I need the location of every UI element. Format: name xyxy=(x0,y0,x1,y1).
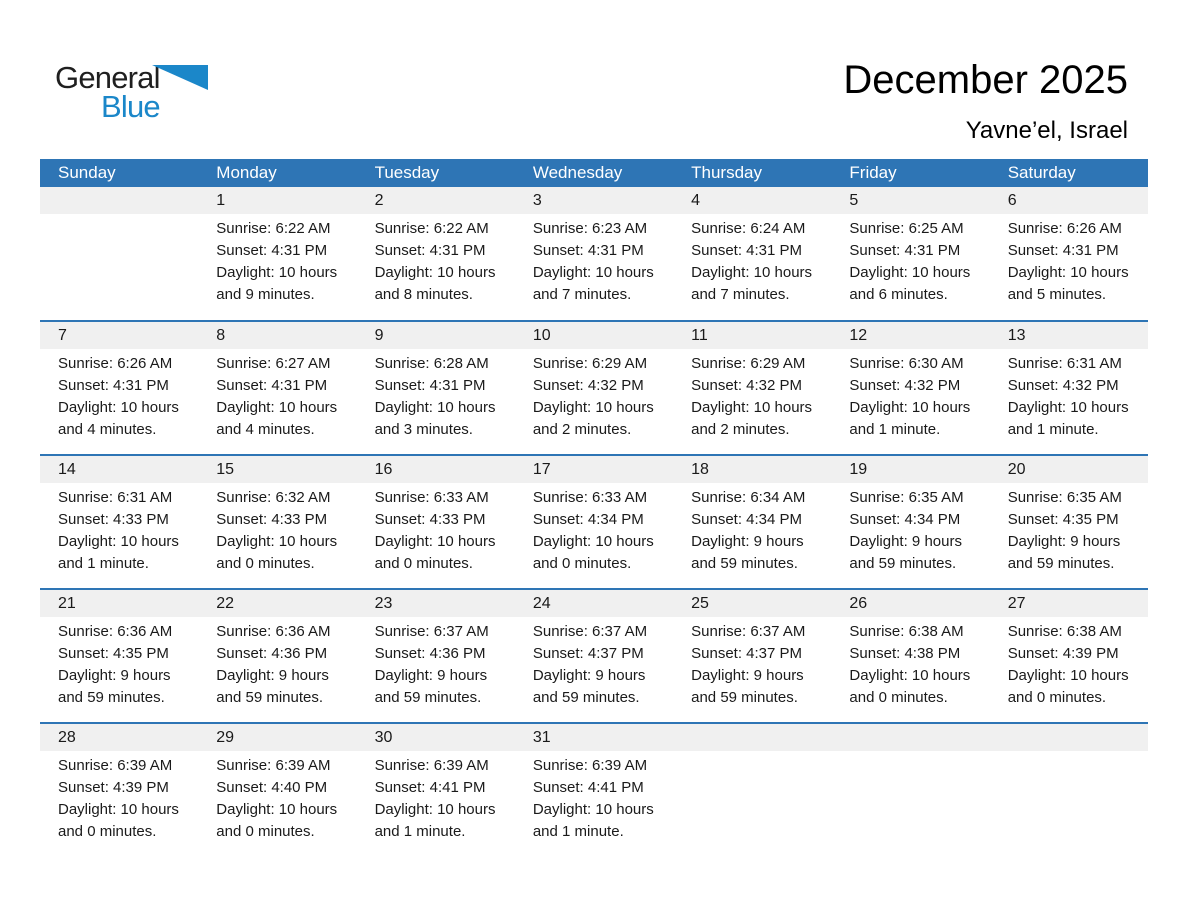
empty-day-cell xyxy=(673,724,831,856)
sunrise-text: Sunrise: 6:28 AM xyxy=(374,355,489,372)
day-number: 11 xyxy=(691,327,708,344)
day-cell xyxy=(673,456,831,588)
daylight-text: Daylight: 10 hours and 1 minute. xyxy=(849,399,971,438)
sunrise-text: Sunrise: 6:37 AM xyxy=(532,623,648,640)
sunset-text: Sunset: 4:31 PM xyxy=(1007,242,1119,259)
daylight-text: Daylight: 9 hours and 59 minutes. xyxy=(532,667,646,706)
weekday-label: Wednesday xyxy=(532,163,623,182)
sunset-text: Sunset: 4:33 PM xyxy=(58,511,169,528)
sunset-text: Sunset: 4:41 PM xyxy=(374,779,486,796)
day-cell xyxy=(40,322,198,454)
day-number: 26 xyxy=(849,595,868,612)
weekday-label: Thursday xyxy=(691,163,762,182)
day-cell xyxy=(515,724,673,856)
day-number: 23 xyxy=(374,595,393,612)
sunset-text: Sunset: 4:32 PM xyxy=(1007,377,1119,394)
day-number: 18 xyxy=(691,461,709,478)
daylight-text: Daylight: 10 hours and 1 minute. xyxy=(1007,399,1129,438)
day-number: 9 xyxy=(374,327,384,344)
weekday-header-row xyxy=(40,159,1148,187)
sunset-text: Sunset: 4:31 PM xyxy=(532,242,644,259)
sunset-text: Sunset: 4:34 PM xyxy=(532,511,644,528)
empty-day-cell xyxy=(40,187,198,320)
day-cell xyxy=(198,187,356,320)
day-number: 27 xyxy=(1007,595,1026,612)
day-cell xyxy=(198,456,356,588)
sunrise-text: Sunrise: 6:23 AM xyxy=(532,220,648,237)
day-cell xyxy=(515,456,673,588)
day-number: 31 xyxy=(532,729,551,746)
sunrise-text: Sunrise: 6:35 AM xyxy=(1007,489,1122,506)
day-cell xyxy=(673,322,831,454)
daylight-text: Daylight: 9 hours and 59 minutes. xyxy=(1007,533,1121,572)
day-cell xyxy=(357,724,515,856)
sunset-text: Sunset: 4:31 PM xyxy=(216,242,328,259)
week-row xyxy=(40,722,1148,856)
day-cell xyxy=(40,456,198,588)
weekday-label: Tuesday xyxy=(374,163,440,182)
sunrise-text: Sunrise: 6:37 AM xyxy=(691,623,806,640)
sunset-text: Sunset: 4:35 PM xyxy=(1007,511,1119,528)
day-cell xyxy=(40,724,198,856)
sunrise-text: Sunrise: 6:30 AM xyxy=(849,355,964,372)
calendar-body xyxy=(40,187,1148,856)
sunset-text: Sunset: 4:41 PM xyxy=(532,779,644,796)
sunset-text: Sunset: 4:31 PM xyxy=(849,242,961,259)
day-number: 3 xyxy=(532,192,542,209)
week-row xyxy=(40,454,1148,588)
day-number: 22 xyxy=(216,595,235,612)
day-cell xyxy=(831,456,989,588)
week-row xyxy=(40,588,1148,722)
sunrise-text: Sunrise: 6:39 AM xyxy=(216,757,331,774)
sunrise-text: Sunrise: 6:27 AM xyxy=(216,355,331,372)
day-cell xyxy=(515,187,673,320)
calendar-table xyxy=(40,159,1148,856)
sunrise-text: Sunrise: 6:32 AM xyxy=(216,489,331,506)
sunrise-text: Sunrise: 6:26 AM xyxy=(1007,220,1122,237)
day-number: 29 xyxy=(216,729,235,746)
sunrise-text: Sunrise: 6:22 AM xyxy=(374,220,489,237)
sunrise-text: Sunrise: 6:37 AM xyxy=(374,623,489,640)
day-number: 14 xyxy=(58,461,76,478)
sunset-text: Sunset: 4:31 PM xyxy=(374,242,486,259)
day-cell xyxy=(357,590,515,722)
day-number: 20 xyxy=(1007,461,1026,478)
weekday-label: Sunday xyxy=(58,163,116,182)
weekday-header-sunday xyxy=(40,159,198,187)
sunset-text: Sunset: 4:32 PM xyxy=(691,377,803,394)
day-number: 5 xyxy=(849,192,859,209)
sunrise-text: Sunrise: 6:39 AM xyxy=(374,757,489,774)
sunrise-text: Sunrise: 6:29 AM xyxy=(691,355,806,372)
daylight-text: Daylight: 10 hours and 1 minute. xyxy=(532,801,654,840)
day-cell xyxy=(990,322,1148,454)
weekday-header-tuesday xyxy=(357,159,515,187)
daylight-text: Daylight: 10 hours and 6 minutes. xyxy=(849,264,971,303)
daylight-text: Daylight: 9 hours and 59 minutes. xyxy=(691,533,804,572)
daylight-text: Daylight: 10 hours and 0 minutes. xyxy=(374,533,496,572)
week-row xyxy=(40,187,1148,320)
sunset-text: Sunset: 4:39 PM xyxy=(1007,645,1119,662)
sunrise-text: Sunrise: 6:39 AM xyxy=(58,757,173,774)
day-cell xyxy=(515,590,673,722)
weekday-label: Monday xyxy=(216,163,277,182)
day-cell xyxy=(831,590,989,722)
daylight-text: Daylight: 10 hours and 4 minutes. xyxy=(58,399,179,438)
sunset-text: Sunset: 4:31 PM xyxy=(691,242,803,259)
day-cell xyxy=(673,590,831,722)
page-title: December 2025 xyxy=(843,58,1128,102)
daylight-text: Daylight: 10 hours and 9 minutes. xyxy=(216,264,338,303)
day-cell xyxy=(357,456,515,588)
day-number: 2 xyxy=(374,192,384,209)
logo-text-blue: Blue xyxy=(101,89,160,124)
sunrise-text: Sunrise: 6:33 AM xyxy=(374,489,489,506)
weekday-header-saturday xyxy=(990,159,1148,187)
sunset-text: Sunset: 4:32 PM xyxy=(532,377,644,394)
blue-triangle-icon xyxy=(152,65,208,90)
sunrise-text: Sunrise: 6:38 AM xyxy=(849,623,964,640)
daylight-text: Daylight: 10 hours and 0 minutes. xyxy=(216,801,338,840)
logo-text-general: General xyxy=(55,60,160,95)
sunset-text: Sunset: 4:34 PM xyxy=(691,511,803,528)
daylight-text: Daylight: 10 hours and 4 minutes. xyxy=(216,399,338,438)
weekday-header-monday xyxy=(198,159,356,187)
daylight-text: Daylight: 10 hours and 0 minutes. xyxy=(532,533,654,572)
daylight-text: Daylight: 9 hours and 59 minutes. xyxy=(849,533,962,572)
day-number: 16 xyxy=(374,461,393,478)
day-cell xyxy=(198,590,356,722)
sunset-text: Sunset: 4:36 PM xyxy=(374,645,486,662)
daylight-text: Daylight: 10 hours and 0 minutes. xyxy=(216,533,338,572)
daylight-text: Daylight: 10 hours and 1 minute. xyxy=(58,533,179,572)
sunset-text: Sunset: 4:40 PM xyxy=(216,779,328,796)
sunrise-text: Sunrise: 6:31 AM xyxy=(58,489,173,506)
empty-day-cell xyxy=(831,724,989,856)
sunset-text: Sunset: 4:39 PM xyxy=(58,779,169,796)
sunrise-text: Sunrise: 6:35 AM xyxy=(849,489,964,506)
daylight-text: Daylight: 10 hours and 3 minutes. xyxy=(374,399,496,438)
sunrise-text: Sunrise: 6:25 AM xyxy=(849,220,964,237)
daylight-text: Daylight: 10 hours and 7 minutes. xyxy=(691,264,813,303)
daylight-text: Daylight: 9 hours and 59 minutes. xyxy=(691,667,804,706)
day-cell xyxy=(198,322,356,454)
day-cell xyxy=(198,724,356,856)
daylight-text: Daylight: 9 hours and 59 minutes. xyxy=(58,667,171,706)
day-number: 15 xyxy=(216,461,235,478)
day-cell xyxy=(515,322,673,454)
day-cell xyxy=(990,456,1148,588)
weekday-label: Friday xyxy=(849,163,897,182)
sunrise-text: Sunrise: 6:22 AM xyxy=(216,220,331,237)
day-number: 8 xyxy=(216,327,226,344)
daylight-text: Daylight: 10 hours and 0 minutes. xyxy=(1007,667,1129,706)
day-number: 21 xyxy=(58,595,76,612)
sunrise-text: Sunrise: 6:39 AM xyxy=(532,757,648,774)
day-number: 1 xyxy=(216,192,226,209)
day-number: 19 xyxy=(849,461,868,478)
daylight-text: Daylight: 10 hours and 1 minute. xyxy=(374,801,496,840)
daylight-text: Daylight: 10 hours and 0 minutes. xyxy=(849,667,971,706)
day-number: 6 xyxy=(1007,192,1017,209)
day-cell xyxy=(990,590,1148,722)
weekday-header-thursday xyxy=(673,159,831,187)
sunset-text: Sunset: 4:31 PM xyxy=(216,377,328,394)
daylight-text: Daylight: 10 hours and 2 minutes. xyxy=(532,399,654,438)
day-number: 10 xyxy=(532,327,551,344)
weekday-header-wednesday xyxy=(515,159,673,187)
sunset-text: Sunset: 4:31 PM xyxy=(58,377,169,394)
general-blue-logo xyxy=(55,60,225,130)
day-number: 28 xyxy=(58,729,76,746)
sunset-text: Sunset: 4:36 PM xyxy=(216,645,328,662)
day-number: 24 xyxy=(532,595,551,612)
sunset-text: Sunset: 4:35 PM xyxy=(58,645,169,662)
day-cell xyxy=(673,187,831,320)
sunset-text: Sunset: 4:34 PM xyxy=(849,511,961,528)
day-number: 13 xyxy=(1007,327,1026,344)
day-number: 17 xyxy=(532,461,551,478)
day-cell xyxy=(990,187,1148,320)
day-number: 12 xyxy=(849,327,868,344)
daylight-text: Daylight: 9 hours and 59 minutes. xyxy=(374,667,488,706)
week-row xyxy=(40,320,1148,454)
day-number: 4 xyxy=(691,192,701,209)
sunrise-text: Sunrise: 6:36 AM xyxy=(58,623,173,640)
sunset-text: Sunset: 4:32 PM xyxy=(849,377,961,394)
day-cell xyxy=(357,187,515,320)
day-cell xyxy=(831,187,989,320)
day-number: 7 xyxy=(58,327,67,344)
sunrise-text: Sunrise: 6:31 AM xyxy=(1007,355,1122,372)
sunrise-text: Sunrise: 6:29 AM xyxy=(532,355,648,372)
sunrise-text: Sunrise: 6:26 AM xyxy=(58,355,173,372)
day-cell xyxy=(40,590,198,722)
day-cell xyxy=(831,322,989,454)
daylight-text: Daylight: 10 hours and 5 minutes. xyxy=(1007,264,1129,303)
sunset-text: Sunset: 4:33 PM xyxy=(216,511,328,528)
sunset-text: Sunset: 4:37 PM xyxy=(532,645,644,662)
daylight-text: Daylight: 10 hours and 7 minutes. xyxy=(532,264,654,303)
weekday-header-friday xyxy=(831,159,989,187)
sunset-text: Sunset: 4:31 PM xyxy=(374,377,486,394)
daylight-text: Daylight: 10 hours and 8 minutes. xyxy=(374,264,496,303)
sunset-text: Sunset: 4:38 PM xyxy=(849,645,961,662)
sunrise-text: Sunrise: 6:24 AM xyxy=(691,220,806,237)
day-number: 25 xyxy=(691,595,709,612)
page-subtitle: Yavne’el, Israel xyxy=(965,117,1128,144)
sunset-text: Sunset: 4:33 PM xyxy=(374,511,486,528)
daylight-text: Daylight: 10 hours and 0 minutes. xyxy=(58,801,179,840)
daylight-text: Daylight: 9 hours and 59 minutes. xyxy=(216,667,329,706)
sunset-text: Sunset: 4:37 PM xyxy=(691,645,803,662)
sunrise-text: Sunrise: 6:34 AM xyxy=(691,489,806,506)
weekday-label: Saturday xyxy=(1007,163,1076,182)
sunrise-text: Sunrise: 6:33 AM xyxy=(532,489,648,506)
daylight-text: Daylight: 10 hours and 2 minutes. xyxy=(691,399,813,438)
day-number: 30 xyxy=(374,729,393,746)
day-cell xyxy=(357,322,515,454)
sunrise-text: Sunrise: 6:38 AM xyxy=(1007,623,1122,640)
sunrise-text: Sunrise: 6:36 AM xyxy=(216,623,331,640)
empty-day-cell xyxy=(990,724,1148,856)
